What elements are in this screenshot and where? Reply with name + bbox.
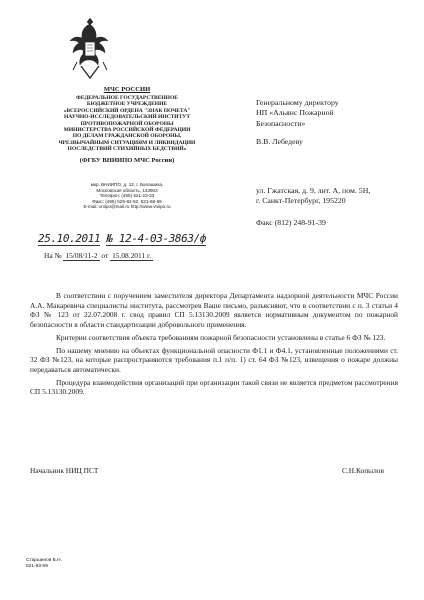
ministry-name: МЧС РОССИИ xyxy=(103,86,151,93)
contact-line: Московская область, 143903 xyxy=(96,187,158,193)
emchs-emblem-icon xyxy=(67,14,113,82)
body-paragraph: Критерии соответствия объекта требованиям пожарной безопасности установлены в статье 6 ФЗ № 123. xyxy=(56,332,386,342)
org-line: ПО ДЕЛАМ ГРАЖДАНСКОЙ ОБОРОНЫ, xyxy=(72,133,182,140)
executor-block xyxy=(26,558,62,570)
body-paragraph: Процедура взаимодействия организаций при организации такой связи не является предметом рассмотрения СП 5.13130.2009. xyxy=(30,377,398,397)
body-paragraph: По нашему мнению на объектах функциональной опасности Ф1.1 и Ф4.1, установленные положениями ст. 32 ФЗ №123, на которые распространяются требования п.1 п/п. 1) ст. 64 ФЗ №123, извещения о пожаре должны передаваться автоматически. xyxy=(30,345,398,374)
outgoing-number: № 12-4-03-3863/ф xyxy=(106,232,207,245)
org-line: ПОСЛЕДСТВИЙ СТИХИЙНЫХ БЕДСТВИЙ» xyxy=(67,146,187,153)
signatory-position: Начальник НИЦ ПСТ xyxy=(30,466,99,475)
org-line: БЮДЖЕТНОЕ УЧРЕЖДЕНИЕ xyxy=(86,101,168,108)
signatory-name: С.Н.Копылов xyxy=(341,466,384,475)
addressee-address: ул. Гжатская, д. 9, лит. А, пом. 5Н, xyxy=(256,185,371,195)
org-short-name: (ФГБУ ВНИИПО МЧС России) xyxy=(79,156,175,164)
addressee-block xyxy=(256,98,406,229)
addressee-name: В.В. Лебедеву xyxy=(256,137,303,147)
contact-line: Телефон: (495) 521-23-33 xyxy=(99,193,155,199)
letterhead xyxy=(18,86,236,166)
addressee-position: НП «Альянс Пожарной xyxy=(256,108,334,118)
signature-block xyxy=(30,466,398,475)
reference-line xyxy=(44,251,153,260)
contact-line: мкр. ВНИИПО, д. 12, г. Балашиха, xyxy=(90,182,164,187)
org-line: «ВСЕРОССИЙСКИЙ ОРДЕНА "ЗНАК ПОЧЕТА" xyxy=(63,107,191,114)
org-line: МИНИСТЕРСТВА РОССИЙСКОЙ ФЕДЕРАЦИИ xyxy=(63,127,191,134)
org-line: ПРОТИВОПОЖАРНОЙ ОБОРОНЫ xyxy=(80,120,174,127)
org-line: ЧРЕЗВЫЧАЙНЫМ СИТУАЦИЯМ И ЛИКВИДАЦИИ xyxy=(58,139,196,146)
body-paragraph: В соответствии с поручением заместителя директора Департамента надзорной деятельности МЧС России А.А. Макаревича специалисты института, рассмотрев Ваше письмо, разъясняют, что в соответствии с п. 3 статьи 4 ФЗ № 123 от 22.07.2008 г. свод правил СП 5.13130.2009 является нормативным документом по пожарной безопасности в области стандартизации добровольного применения. xyxy=(30,291,398,330)
contact-line: Факс: (495) 529-82-52, 521-68-69 xyxy=(92,198,162,204)
executor-phone: 521-93-69 xyxy=(26,564,48,569)
addressee-address: г. Санкт-Петербург, 195220 xyxy=(256,196,346,206)
registration-stamp xyxy=(38,232,228,247)
ref-date: 15.08.2011 г. xyxy=(112,251,151,260)
contact-line: E-mail: vniipo@mail.ru http://www.vniipo.ru xyxy=(83,204,171,210)
ref-prefix: На № xyxy=(44,251,62,260)
executor-name: Старшинов Б.Н. xyxy=(26,558,62,563)
org-line: НАУЧНО-ИССЛЕДОВАТЕЛЬСКИЙ ИНСТИТУТ xyxy=(63,114,191,121)
addressee-fax: Факс (812) 248-91-39 xyxy=(256,218,326,228)
org-line: ФЕДЕРАЛЬНОЕ ГОСУДАРСТВЕННОЕ xyxy=(76,95,178,101)
ref-number: 15/08/11-2 xyxy=(65,251,98,260)
org-contacts xyxy=(18,182,236,210)
letter-body xyxy=(30,291,398,397)
ref-from: от xyxy=(101,251,109,260)
outgoing-date: 25.10.2011 xyxy=(38,232,101,245)
addressee-position: Генеральному директору xyxy=(256,98,339,107)
addressee-position: Безопасности» xyxy=(256,118,306,128)
